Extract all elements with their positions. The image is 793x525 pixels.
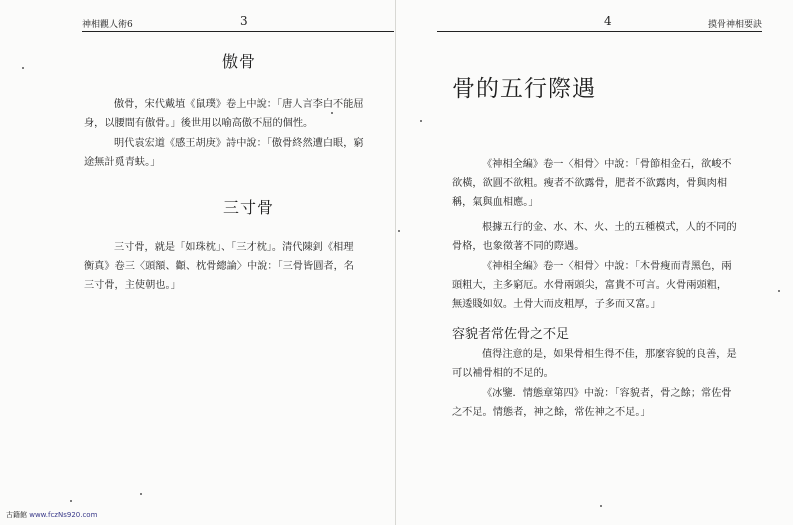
section-title-sancungu: 三寸骨 — [223, 198, 275, 217]
header-rule — [82, 31, 394, 32]
text-line: 身，以腰間有傲骨。」後世用以喻高傲不屈的個性。 — [84, 118, 314, 129]
scan-speck — [398, 230, 400, 232]
text-line: 值得注意的是，如果骨相生得不佳，那麼容貌的良善，是 — [482, 349, 737, 360]
text-line: 頭粗大，主多窮厄。水骨兩頭尖，富貴不可言。火骨兩頭粗， — [452, 280, 728, 291]
right-page — [396, 0, 793, 525]
text-line: 稱，氣與血相應。」 — [452, 197, 539, 208]
running-title: 摸骨神相要訣 — [707, 20, 762, 30]
chapter-title: 骨的五行際遇 — [452, 76, 596, 102]
text-line: 《冰鑒．情態章第四》中說：「容貌者，骨之餘；常佐骨 — [482, 388, 732, 399]
text-line: 無逶賤如奴。土骨大而皮粗厚，子多而又富。」 — [452, 299, 661, 310]
text-line: 明代袁宏道《感王胡庚》詩中說：「傲骨終然遭白眼，窮 — [114, 138, 364, 149]
text-line: 《神相全編》卷一〈相骨〉中說：「骨節相金石，欲峻不 — [482, 159, 732, 170]
scan-speck — [140, 493, 142, 495]
left-page-header — [82, 14, 384, 30]
scan-speck — [22, 67, 24, 69]
text-line: 衡真》卷三〈頭額、顴、枕骨總論〉中說：「三骨皆圓者，名 — [84, 261, 354, 272]
scan-speck — [600, 505, 602, 507]
watermark — [6, 510, 97, 520]
text-line: 骨格，也象徵著不同的際遇。 — [452, 241, 585, 252]
paragraph — [452, 384, 764, 422]
scan-speck — [778, 290, 780, 292]
paragraph — [452, 345, 764, 383]
paragraph — [84, 134, 384, 172]
scan-speck — [70, 500, 72, 502]
scan-speck — [331, 112, 333, 114]
subsection-title: 容貌者常佐骨之不足 — [452, 327, 570, 342]
paragraph — [452, 218, 764, 256]
section-title-aogu: 傲骨 — [222, 52, 257, 71]
text-line: 途無計覓青蚨。」 — [84, 157, 161, 168]
text-line: 之不足。情態者，神之餘，常佐神之不足。」 — [452, 407, 651, 418]
paragraph — [452, 257, 764, 314]
text-line: 欲橫，欲圓不欲粗。瘦者不欲露骨，肥者不欲露肉，骨與肉相 — [452, 178, 728, 189]
page-number: 4 — [604, 14, 612, 28]
page-number: 3 — [240, 14, 248, 28]
paragraph — [84, 238, 384, 295]
paragraph — [84, 95, 384, 133]
left-page — [0, 0, 396, 525]
right-page-header — [452, 14, 762, 30]
paragraph — [452, 155, 764, 212]
scan-speck — [420, 120, 422, 122]
watermark-url: www.fczNs920.com — [29, 511, 98, 519]
text-line: 三寸骨，主使朝也。」 — [84, 280, 181, 291]
running-title: 神相觀人術6 — [82, 20, 133, 30]
text-line: 《神相全編》卷一〈相骨〉中說：「木骨瘦而青黑色，兩 — [482, 261, 732, 272]
header-rule — [437, 31, 762, 32]
text-line: 可以補骨相的不足的。 — [452, 368, 554, 379]
text-line: 根據五行的金、水、木、火、土的五種模式，人的不同的 — [482, 222, 737, 233]
watermark-label: 古籍館 — [6, 511, 27, 519]
text-line: 傲骨，宋代戴埴《鼠璞》卷上中說：「唐人言李白不能屈 — [114, 99, 364, 110]
text-line: 三寸骨，就是「如珠枕」、「三才枕」。清代陳釗《相理 — [114, 242, 354, 253]
